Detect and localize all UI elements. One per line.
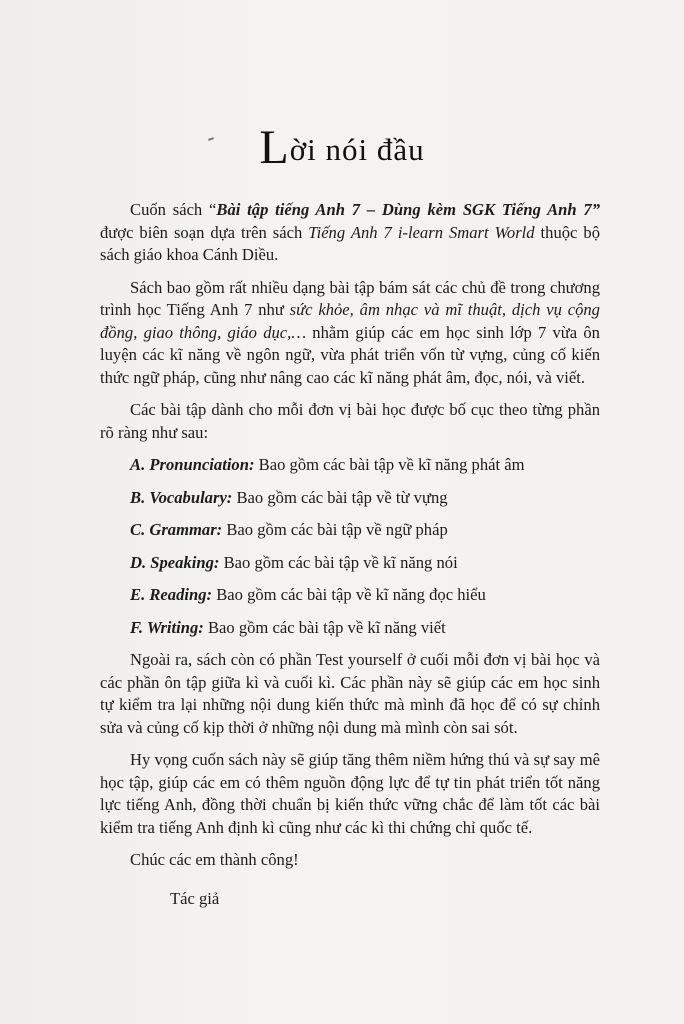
section-label: D. Speaking:: [130, 552, 220, 572]
section-desc: Bao gồm các bài tập về ngữ pháp: [222, 520, 448, 539]
intro-text-2: được biên soạn dựa trên sách: [100, 222, 309, 242]
structure-intro-paragraph: Các bài tập dành cho mỗi đơn vị bài học được bố cục theo từng phần rõ ràng như sau:: [100, 400, 600, 442]
section-desc: Bao gồm các bài tập về kĩ năng đọc hiểu: [212, 585, 486, 604]
test-yourself-paragraph: Ngoài ra, sách còn có phần Test yourself ở cuối mỗi đơn vị bài học và các phần ôn tập giữa kì và cuối kì. Các phần này sẽ giúp các em học sinh tự kiểm tra lại những nội dung kiến thức mà mình đã học để có sự chỉnh sửa và củng cố kịp thời ở những nội dung mà mình còn sai sót.: [100, 650, 600, 737]
section-label: B. Vocabulary:: [130, 487, 233, 507]
content-text-1: Sách bao gồm rất nhiều dạng bài tập bám sát các chủ đề trong chương trình học Tiếng Anh 7 như: [100, 277, 600, 319]
intro-text-1: Cuốn sách “: [130, 200, 217, 219]
section-desc: Bao gồm các bài tập về kĩ năng viết: [203, 617, 446, 637]
content-text-2: nhằm giúp các em học sinh lớp 7 vừa ôn luyện các kĩ năng về ngôn ngữ, vừa phát triển vốn từ vựng, củng cố kiến thức ngữ pháp, cũng như nâng cao các kĩ năng phát âm, đọc, nói, và viết.: [100, 322, 600, 387]
body-text: [100, 199, 600, 910]
section-item-speaking: [130, 552, 600, 575]
intro-paragraph: [100, 199, 600, 267]
section-item-reading: [130, 584, 600, 607]
section-item-pronunciation: [130, 454, 600, 477]
section-item-grammar: [130, 519, 600, 542]
signature: Tác giả: [170, 888, 220, 908]
section-desc: Bao gồm các bài tập về kĩ năng nói: [219, 552, 458, 572]
section-item-vocabulary: [130, 487, 600, 510]
title-initial: L: [259, 121, 290, 174]
source-book-title: Tiếng Anh 7 i-learn Smart World: [308, 222, 535, 242]
title-rest: ời nói đầu: [289, 132, 425, 167]
topics-list: sức khỏe, âm nhạc và mĩ thuật, dịch vụ cộng đồng, giao thông, giáo dục,…: [100, 300, 600, 342]
closing-line: Chúc các em thành công!: [130, 850, 299, 869]
section-label: E. Reading:: [130, 585, 213, 604]
page-title: [0, 120, 684, 175]
section-item-writing: [130, 617, 600, 640]
content-paragraph: [100, 277, 600, 390]
hope-paragraph: Hy vọng cuốn sách này sẽ giúp tăng thêm niềm hứng thú và sự say mê học tập, giúp các em có thêm nguồn động lực để tự tin phát triển tốt năng lực tiếng Anh, đồng thời chuẩn bị kiến thức vững chắc để làm tốt các bài kiểm tra tiếng Anh định kì cũng như các kì thi chứng chỉ quốc tế.: [100, 750, 600, 837]
section-label: A. Pronunciation:: [130, 455, 255, 474]
section-label: C. Grammar:: [130, 520, 223, 539]
intro-text-3: thuộc bộ sách giáo khoa Cánh Diều.: [100, 222, 600, 264]
book-title: Bài tập tiếng Anh 7 – Dùng kèm SGK Tiếng Anh 7”: [216, 200, 600, 219]
section-label: F. Writing:: [130, 617, 204, 637]
section-desc: Bao gồm các bài tập về kĩ năng phát âm: [254, 455, 525, 474]
section-desc: Bao gồm các bài tập về từ vựng: [232, 487, 448, 507]
